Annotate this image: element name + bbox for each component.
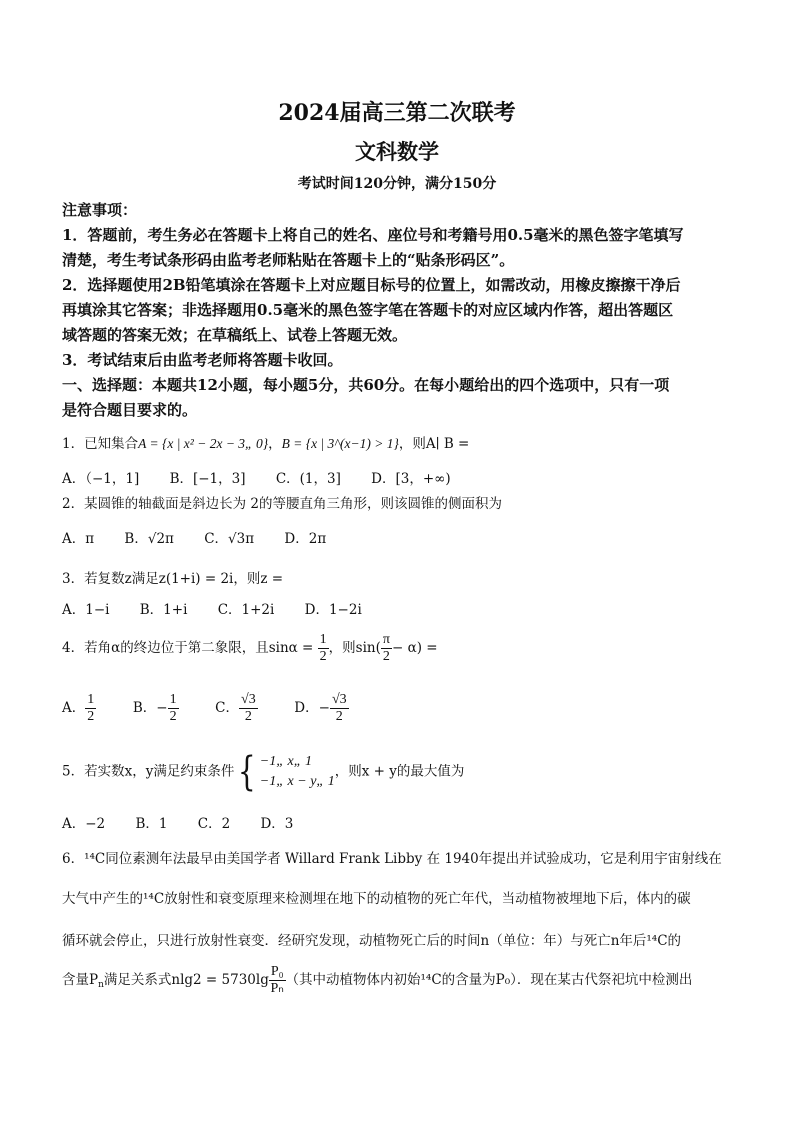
option-a: A．π bbox=[62, 531, 95, 547]
notice-line: 2．选择题使用2B铅笔填涂在答题卡上对应题目标号的位置上，如需改动，用橡皮擦擦干净后 bbox=[62, 276, 681, 294]
notice-heading: 注意事项： bbox=[62, 201, 138, 219]
question-5-stem bbox=[62, 749, 742, 795]
option-b: B．[−1，3] bbox=[169, 471, 246, 487]
q1-set-a: A = {x | x² − 2x − 3„ 0} bbox=[138, 436, 269, 451]
q5-constraints: −1„ x„ 1 −1„ x − y„ 1 bbox=[259, 754, 335, 789]
q6-fraction: $\frac{\text{P₀}}{\text{Pₙ}}$ bbox=[270, 964, 284, 996]
q4-prefix: 4．若角α的终边位于第二象限，且sinα = bbox=[62, 640, 314, 656]
option-d: D．3 bbox=[260, 816, 294, 832]
question-1-options bbox=[62, 467, 742, 487]
q5-suffix: ，则x + y的最大值为 bbox=[334, 763, 465, 780]
option-b: B．√2π bbox=[124, 531, 174, 547]
question-2-stem: 2．某圆锥的轴截面是斜边长为 2的等腰直角三角形，则该圆锥的侧面积为 bbox=[62, 496, 502, 512]
option-c: C． $\frac{√3}{2}$ bbox=[215, 692, 256, 724]
notice-line: 1．答题前，考生务必在答题卡上将自己的姓名、座位号和考籍号用0.5毫米的黑色签字笔填写 bbox=[62, 226, 684, 244]
question-6-line: 6．¹⁴C同位素测年法最早由美国学者 Willard Frank Libby 在 1940年提出并试验成功，它是利用宇宙射线在 bbox=[62, 851, 722, 867]
option-c: C．√3π bbox=[204, 531, 255, 547]
section-heading: 一、选择题：本题共12小题，每小题5分，共60分。在每小题给出的四个选项中，只有一项 bbox=[62, 376, 670, 394]
q1-suffix: ，则A∣ B = bbox=[398, 436, 470, 452]
q4-pi-fraction: $\frac{\pi}{2}$ bbox=[382, 632, 390, 664]
option-c: C．2 bbox=[197, 816, 231, 832]
notice-line: 再填涂其它答案；非选择题用0.5毫米的黑色签字笔在答题卡的对应区域内作答，超出答题区 bbox=[62, 301, 674, 319]
question-3-stem: 3．若复数z满足z(1+i) = 2i，则z = bbox=[62, 571, 284, 587]
option-b: B．1 bbox=[135, 816, 168, 832]
option-a: A．（−1，1] bbox=[62, 471, 140, 487]
option-b: B．− $\frac{1}{2}$ bbox=[132, 692, 177, 724]
q5-prefix: 5．若实数x，y满足约束条件 bbox=[62, 763, 235, 780]
q1-sep: ， bbox=[268, 436, 282, 452]
section-heading-cont: 是符合题目要求的。 bbox=[62, 401, 198, 419]
question-3-options bbox=[62, 598, 742, 618]
q4-mid: ，则sin( bbox=[328, 640, 381, 656]
option-d: D．− $\frac{√3}{2}$ bbox=[294, 692, 347, 724]
option-a: A．−2 bbox=[62, 816, 106, 832]
question-4-options bbox=[62, 692, 742, 725]
question-1-stem bbox=[62, 432, 742, 452]
subject-title: 文科数学 bbox=[355, 139, 439, 164]
notice-line: 域答题的答案无效；在草稿纸上、试卷上答题无效。 bbox=[62, 326, 408, 344]
notice-line: 3．考试结束后由监考老师将答题卡收回。 bbox=[62, 351, 343, 369]
brace-symbol: { bbox=[238, 749, 256, 795]
time-info: 考试时间120分钟，满分150分 bbox=[297, 176, 497, 192]
option-a: A．1−i bbox=[62, 602, 110, 618]
question-2-options bbox=[62, 527, 742, 547]
option-c: C．(1，3] bbox=[275, 471, 341, 487]
q4-fraction: $\frac{1}{2}$ bbox=[319, 632, 327, 664]
question-5-options bbox=[62, 812, 742, 832]
exam-title: 2024届高三第二次联考 bbox=[278, 100, 516, 126]
question-6-formula-line: 含量$P_n$满足关系式nlg2 = 5730lg $\frac{\text{P₀}}{\text{Pₙ}}$ （其中动植物体内初始¹⁴C的含量为P₀）．现在某古代祭祀坑中检测出 bbox=[62, 964, 693, 996]
option-b: B．1+i bbox=[139, 602, 188, 618]
option-d: D．[3，+∞) bbox=[371, 471, 451, 487]
option-c: C．1+2i bbox=[217, 602, 275, 618]
question-6-line: 循环就会停止，只进行放射性衰变．经研究发现，动植物死亡后的时间n（单位：年）与死亡n年后¹⁴C的 bbox=[62, 933, 682, 949]
question-4-stem bbox=[62, 632, 742, 665]
q1-prefix: 1．已知集合 bbox=[62, 436, 139, 452]
option-d: D．1−2i bbox=[304, 602, 362, 618]
q1-set-b: B = {x | 3^(x−1) > 1} bbox=[281, 436, 399, 451]
option-a: A． $\frac{1}{2}$ bbox=[62, 692, 95, 724]
q4-suffix: − α) = bbox=[391, 640, 438, 656]
question-6-line: 大气中产生的¹⁴C放射性和衰变原理来检测埋在地下的动植物的死亡年代，当动植物被埋地下后，体内的碳 bbox=[62, 891, 691, 907]
option-d: D．2π bbox=[284, 531, 327, 547]
notice-line: 清楚，考生考试条形码由监考老师粘贴在答题卡上的“贴条形码区”。 bbox=[62, 251, 515, 269]
